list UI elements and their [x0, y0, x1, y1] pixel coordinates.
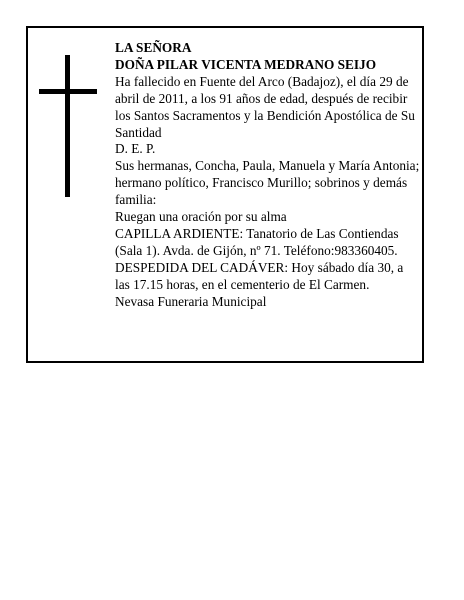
- dep-line: D. E. P.: [115, 141, 156, 157]
- cross-horizontal-bar: [39, 89, 97, 94]
- notice-heading: LA SEÑORA: [115, 40, 192, 55]
- chapel-info: CAPILLA ARDIENTE: Tanatorio de Las Contiendas (Sala 1). Avda. de Gijón, nº 71. Teléfono:983360405.: [115, 225, 399, 258]
- obituary-notice: [26, 26, 424, 363]
- notice-text-block: [115, 40, 421, 311]
- funeral-home: Nevasa Funeraria Municipal: [115, 293, 267, 309]
- prayer-request: Ruegan una oración por su alma: [115, 209, 287, 225]
- family-list: Sus hermanas, Concha, Paula, Manuela y María Antonia; hermano político, Francisco Murillo; sobrinos y demás familia:: [115, 158, 420, 208]
- death-announcement: Ha fallecido en Fuente del Arco (Badajoz), el día 29 de abril de 2011, a los 91 años de edad, después de recibir los Santos Sacramentos y la Bendición Apostólica de Su Santidad: [115, 73, 415, 140]
- latin-cross-icon: [39, 55, 99, 197]
- cross-vertical-bar: [65, 55, 70, 197]
- farewell-info: DESPEDIDA DEL CADÁVER: Hoy sábado día 30, a las 17.15 horas, en el cementerio de El Carmen.: [115, 259, 404, 292]
- deceased-name: DOÑA PILAR VICENTA MEDRANO SEIJO: [115, 56, 377, 72]
